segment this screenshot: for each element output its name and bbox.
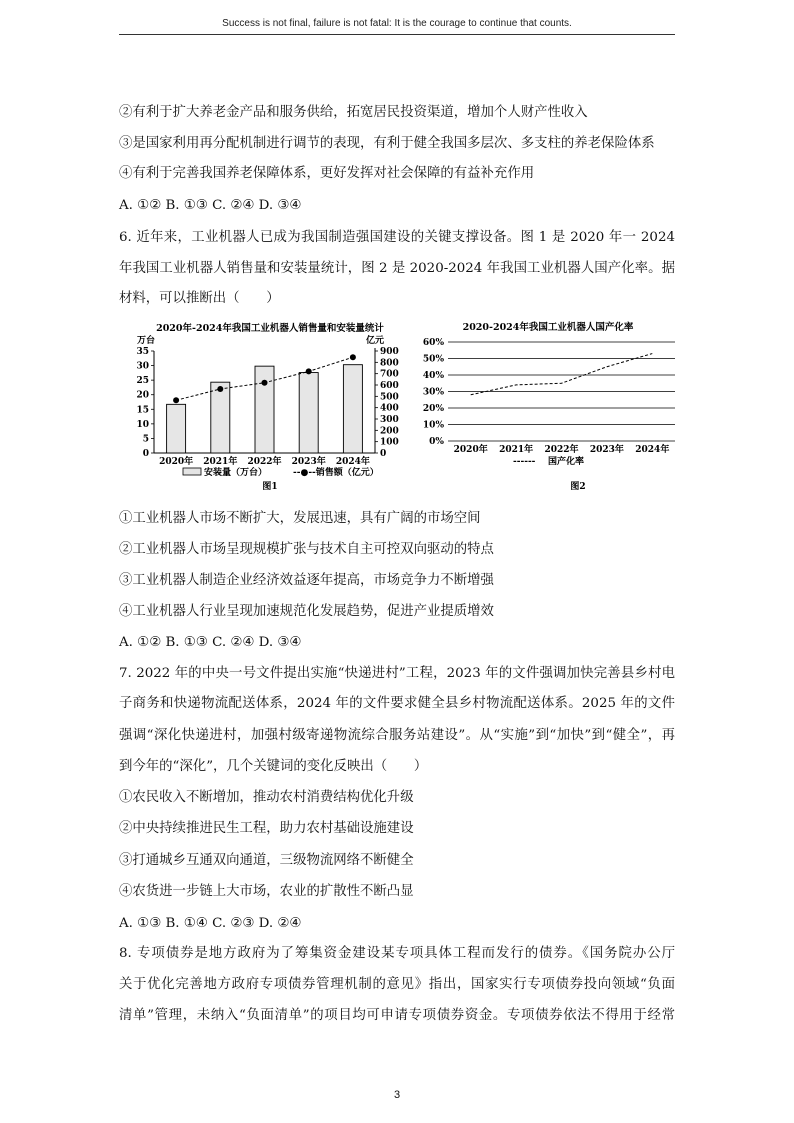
chart2-title: 2020-2024年我国工业机器人国产化率 — [462, 322, 634, 333]
q7-statement-2: ②中央持续推进民生工程，助力农村基础设施建设 — [119, 821, 414, 836]
q7-statement-3: ③打通城乡互通双向通道，三级物流网络不断健全 — [119, 853, 414, 868]
chart1-install-bar — [255, 366, 274, 453]
chart1-left-ticks — [136, 347, 154, 459]
chart1-right-unit: 亿元 — [366, 336, 385, 346]
chart2-y-tick-label: 40% — [422, 371, 444, 381]
q6-statement-2: ②工业机器人市场呈现规模扩张与技术自主可控双向驱动的特点 — [119, 542, 494, 557]
chart1-install-bar — [211, 382, 230, 453]
chart1-category-label: 2021年 — [203, 457, 238, 467]
chart1-left-tick-label: 15 — [136, 405, 149, 416]
chart1-left-tick-label: 25 — [136, 376, 149, 387]
chart1-category-label: 2020年 — [159, 457, 194, 467]
chart1-category-labels — [159, 455, 370, 467]
q6-statement-1: ①工业机器人市场不断扩大，发展迅速，具有广阔的市场空间 — [119, 511, 481, 526]
chart1-install-bar — [167, 404, 186, 453]
chart1-sales-point — [173, 397, 179, 403]
q6-stem-line-3: 材料，可以推断出（ ） — [119, 291, 280, 306]
chart1-left-unit: 万台 — [137, 336, 156, 346]
chart1-right-tick-label: 900 — [380, 347, 399, 357]
q6-answer-choices: A. ①② B. ①③ C. ②④ D. ③④ — [119, 635, 302, 650]
q7-stem-line-3: 强调“深化快递进村，加强村级寄递物流综合服务站建设”。从“实施”到“加快”到“健全”，再 — [119, 728, 675, 743]
q7-stem-line-1: 7. 2022 年的中央一号文件提出实施“快递进村”工程，2023 年的文件强调加快完善县乡村电 — [119, 666, 675, 681]
chart1-bars — [167, 365, 363, 453]
chart1-category-label: 2023年 — [291, 457, 326, 467]
header-divider — [119, 34, 675, 35]
chart2-y-tick-label: 20% — [422, 404, 444, 414]
chart1-legend-install: 安装量（万台） — [204, 468, 268, 478]
chart1-install-bar — [299, 373, 318, 453]
q8-stem-line-3: 清单”管理，未纳入“负面清单”的项目均可申请专项债券资金。专项债券依法不得用于经常 — [119, 1008, 675, 1023]
q6-charts-svg — [130, 318, 675, 498]
q5-option-3: ③是国家利用再分配机制进行调节的表现，有利于健全我国多层次、多支柱的养老保险体系 — [119, 136, 655, 151]
chart1-sales-point — [306, 368, 312, 374]
q5-option-2: ②有利于扩大养老金产品和服务供给，拓宽居民投资渠道，增加个人财产性收入 — [119, 105, 588, 120]
q6-figures — [130, 318, 675, 498]
chart2-y-tick-label: 0% — [429, 437, 444, 447]
chart1-left-tick-label: 30 — [136, 361, 149, 372]
chart2-y-tick-label: 60% — [422, 338, 444, 348]
chart1-left-tick-label: 5 — [142, 434, 149, 445]
chart1-left-tick-label: 20 — [136, 390, 149, 401]
figure-2-line-chart — [423, 321, 675, 492]
chart1-install-bar — [343, 365, 362, 453]
chart2-rate-line — [471, 354, 653, 395]
figure-1-bar-line-chart — [136, 322, 398, 492]
chart2-category-label: 2023年 — [589, 445, 624, 455]
chart2-legend-dash: ------ — [513, 457, 536, 467]
q7-stem-line-2: 子商务和快递物流配送体系，2024 年的文件要求健全县乡村物流配送体系。2025 年的文件 — [119, 696, 675, 711]
chart2-y-tick-label: 30% — [422, 387, 444, 398]
chart2-y-tick-label: 50% — [422, 354, 444, 365]
q8-stem-line-1: 8. 专项债券是地方政府为了筹集资金建设某专项具体工程而发行的债券。《国务院办公厅 — [119, 946, 675, 961]
chart1-sales-point — [217, 386, 223, 392]
q6-statement-4: ④工业机器人行业呈现加速规范化发展趋势，促进产业提质增效 — [119, 604, 494, 619]
chart1-right-ticks — [375, 347, 399, 459]
chart1-right-tick-label: 100 — [380, 437, 399, 448]
q8-stem-line-2: 关于优化完善地方政府专项债券管理机制的意见》指出，国家实行专项债券投向领域“负面 — [119, 977, 675, 992]
q6-stem-line-1: 6. 近年来，工业机器人已成为我国制造强国建设的关键支撑设备。图 1 是 2020 年一 2024 — [119, 230, 675, 245]
q7-statement-4: ④农货进一步链上大市场，农业的扩散性不断凸显 — [119, 884, 414, 899]
chart2-category-label: 2020年 — [453, 445, 488, 455]
q5-option-4: ④有利于完善我国养老保障体系，更好发挥对社会保障的有益补充作用 — [119, 166, 535, 181]
q7-statement-1: ①农民收入不断增加，推动农村消费结构优化升级 — [119, 790, 414, 805]
chart1-right-tick-label: 600 — [380, 381, 399, 391]
chart1-right-tick-label: 700 — [380, 369, 399, 380]
page-header-motto: Success is not final, failure is not fatal: It is the courage to continue that counts. — [222, 18, 572, 29]
chart1-right-tick-label: 500 — [380, 392, 399, 403]
chart2-caption: 图2 — [570, 482, 586, 492]
chart2-category-label: 2022年 — [544, 445, 579, 455]
chart1-right-tick-label: 800 — [380, 358, 399, 369]
q7-stem-line-4: 到今年的“深化”，几个关键词的变化反映出（ ） — [119, 759, 428, 774]
chart1-category-label: 2022年 — [247, 457, 282, 467]
chart1-right-tick-label: 400 — [380, 403, 399, 414]
chart2-category-label: 2021年 — [499, 445, 534, 455]
chart1-right-tick-label: 200 — [380, 426, 399, 437]
chart1-left-tick-label: 0 — [142, 449, 149, 459]
chart1-right-tick-label: 0 — [380, 449, 387, 459]
page-number: 3 — [393, 1089, 401, 1101]
chart1-left-tick-label: 10 — [136, 419, 149, 430]
chart2-y-tick-label: 10% — [422, 420, 444, 431]
chart1-title: 2020年-2024年我国工业机器人销售量和安装量统计 — [156, 323, 384, 334]
chart1-caption: 图1 — [262, 482, 278, 492]
chart2-category-labels — [454, 443, 670, 455]
q6-statement-3: ③工业机器人制造企业经济效益逐年提高，市场竞争力不断增强 — [119, 573, 494, 588]
q6-stem-line-2: 年我国工业机器人销售量和安装量统计，图 2 是 2020-2024 年我国工业机器人国产化率。据 — [119, 261, 675, 276]
q7-answer-choices: A. ①③ B. ①④ C. ②③ D. ②④ — [119, 916, 302, 931]
chart1-legend-bar-swatch — [183, 468, 201, 475]
chart1-left-tick-label: 35 — [136, 347, 149, 357]
chart1-category-label: 2024年 — [335, 457, 370, 467]
chart2-legend-label: 国产化率 — [548, 457, 585, 467]
chart1-sales-point — [350, 354, 356, 360]
chart2-category-label: 2024年 — [635, 445, 670, 455]
chart1-right-tick-label: 300 — [380, 415, 399, 425]
chart1-sales-point — [262, 380, 268, 386]
chart1-legend-sales: --●--销售额（亿元） — [293, 468, 379, 478]
q5-answer-choices: A. ①② B. ①③ C. ②④ D. ③④ — [119, 198, 302, 213]
chart2-y-ticks — [423, 338, 445, 447]
